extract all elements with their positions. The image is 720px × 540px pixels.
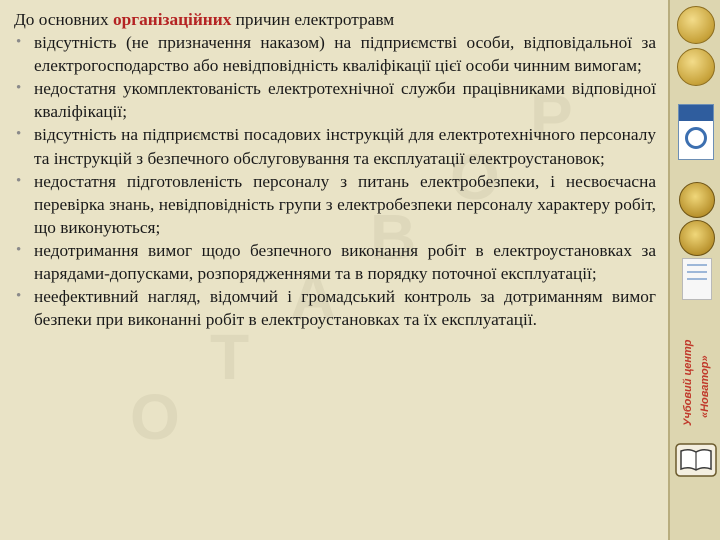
watermark-letter: P [530,81,573,153]
sidebar [668,0,720,540]
bullet-icon: • [16,288,22,305]
bullet-icon: • [16,172,22,189]
slide-heading [14,8,656,31]
bullet-icon: • [16,126,22,143]
watermark-letter: O [450,141,500,213]
bullet-icon: • [16,34,22,51]
document-line [687,271,707,273]
cert-badge-icon [678,104,714,160]
gold-seal-icon [679,220,715,256]
heading-suffix: причин електротравм [231,10,395,29]
causes-list [14,31,656,331]
training-center-name [672,300,720,430]
list-item [14,285,656,331]
center-line-1: Учбовий центр [682,339,694,426]
gold-seal-icon [679,182,715,218]
list-item-text: відсутність (не призначення наказом) на підприємстві особи, відповідальної за електрогосподарство або невідповідність кваліфікації цієї особи чинним вимогам; [34,33,656,76]
slide-content [14,8,656,331]
book-svg [675,443,717,477]
list-item [14,239,656,285]
list-item [14,170,656,239]
medal-icon [677,6,715,44]
bullet-icon: • [16,241,22,258]
book-icon [675,443,717,477]
heading-accent: організаційних [113,10,232,29]
list-item [14,123,656,169]
center-line-2: «Новатор» [699,355,711,418]
training-center-label [672,300,720,430]
list-item [14,77,656,123]
watermark-letter: A [290,261,337,333]
watermark-letter: B [370,201,417,273]
list-item-text: недостатня укомплектованість електротехнічної служби працівниками відповідної кваліфікації; [34,79,656,122]
document-icon [682,258,712,300]
heading-prefix: До основних [14,10,113,29]
medal-icon [677,48,715,86]
document-line [687,264,707,266]
document-line [687,278,707,280]
list-item-text: недостатня підготовленість персоналу з питань електробезпеки, і несвоєчасна перевірка знань, невідповідність групи з електробезпеки персоналу характеру робіт, що виконуються; [34,171,656,237]
list-item-text: недотримання вимог щодо безпечного виконання робіт в електроустановках за нарядами-допусками, розпорядженнями та в порядку поточної експлуатації; [34,240,656,284]
bullet-icon: • [16,80,22,97]
list-item-text: відсутність на підприємстві посадових інструкцій для електротехнічного персоналу та інструкцій з безпечного обслуговування та експлуатації електроустановок; [34,125,656,168]
watermark-letter: O [130,381,180,453]
medals-group [676,4,716,90]
list-item [14,31,656,77]
cert-band [679,105,713,121]
list-item-text: неефективний нагляд, відомчий і громадський контроль за дотриманням вимог безпеки при виконанні робіт в електроустановках та їх експлуатації. [34,287,656,330]
cert-circle [685,127,707,149]
watermark-letter: T [210,321,250,393]
